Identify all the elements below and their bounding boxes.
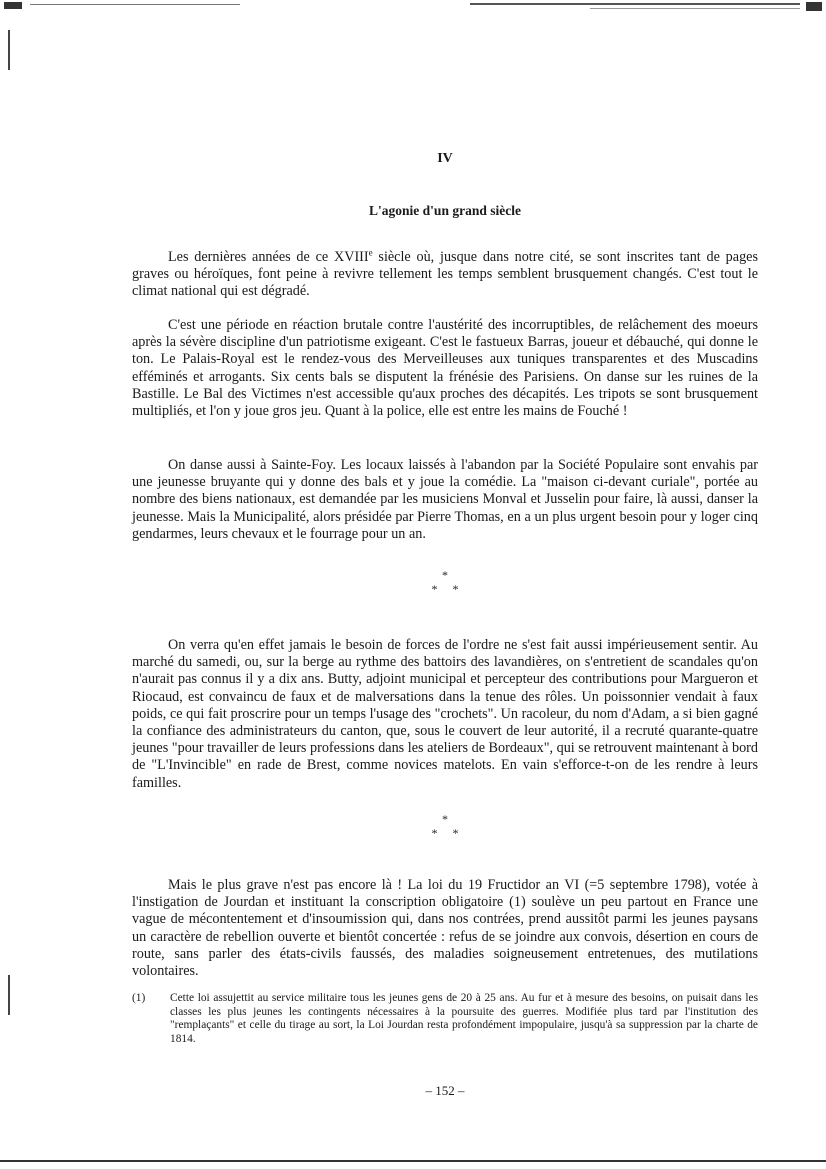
paragraph-2: C'est une période en réaction brutale contre l'austérité des incorruptibles, de relâchement des moeurs après la sévère discipline d'un patriotisme exigeant. C'est le fastueux Barras, joueur et débauché, qui donne le ton. Le Palais-Royal est le rendez-vous des Merveilleuses aux tuniques transparentes et des Muscadins efféminés et arrogants. Six cents bals se disputent la frénésie des Parisiens. On danse sur les ruines de la Bastille. Le Bal des Victimes n'est accessible qu'aux proches des décapités. Les tripots se sont brusquement multipliés, et l'on y joue gros jeu. Quant à la police, elle est entre les mains de Fouché !: [132, 317, 758, 420]
scan-edge-bottom: [0, 1160, 826, 1162]
section-separator-2: * * *: [431, 812, 459, 840]
scan-edge-left: [8, 30, 10, 70]
chapter-number: IV: [437, 151, 453, 166]
paragraph-1: Les dernières années de ce XVIIIe siècle où, jusque dans notre cité, se sont inscrites tant de pages graves ou héroïques, font peine à revivre tellement les temps semblent brusquement changés. C'est tout le climat national qui est dégradé.: [132, 247, 758, 300]
paragraph-3: On danse aussi à Sainte-Foy. Les locaux laissés à l'abandon par la Société Populaire sont envahis par une jeunesse bruyante qui y donne des bals et y joue la comédie. La "maison ci-devant curiale", portée au nombre des biens nationaux, est demandée par les musiciens Monval et Jusselin pour faire, là aussi, danser la jeunesse. Mais la Municipalité, alors présidée par Pierre Thomas, en a un plus urgent besoin pour y loger cinq gendarmes, leurs chevaux et le fourrage pour un an.: [132, 457, 758, 542]
paragraph-5: Mais le plus grave n'est pas encore là ! La loi du 19 Fructidor an VI (=5 septembre 1798), votée à l'instigation de Jourdan et instituant la conscription obligatoire (1) soulève un peu partout en France une vague de mécontentement et d'insoumission qui, dans nos contrées, prend aussitôt parmi les jeunes paysans un caractère de rebellion ouverte et bientôt concertée : refus de se joindre aux convois, désertion en cours de route, sans parler des états-civils faussés, des maladies soigneusement entretenues, des mutilations volontaires.: [132, 877, 758, 980]
scan-edge-left-lower: [8, 975, 10, 1015]
paragraph-4: On verra qu'en effet jamais le besoin de forces de l'ordre ne s'est fait aussi impérieusement sentir. Au marché du samedi, ou, sur la berge au rythme des battoirs des lavandières, on s'entretient de scandales qu'on n'aurait pas connus il y a dix ans. Butty, adjoint municipal et percepteur des contributions pour Margueron et Riocaud, est convaincu de faux et de malversations dans la tenue des rôles. Un poissonnier vendait à faux poids, ce qui fait proscrire pour un temps l'usage des "crochets". Un racoleur, du nom d'Adam, a si bien gagné la confiance des administrateurs du canton, que, sous le couvert de leur autorité, il a recruté quarante-quatre jeunes "pour travailler de leurs professions dans les ateliers de Bordeaux", qui se retrouvent maintenant à bord de "L'Invincible" en rade de Brest, comme novices matelots. En vain s'efforce-t-on de les rendre à leurs familles.: [132, 637, 758, 791]
page-number: – 152 –: [425, 1083, 465, 1098]
scan-edge-top: [0, 0, 826, 14]
chapter-title: L'agonie d'un grand siècle: [369, 203, 521, 218]
footnote-text: Cette loi assujettit au service militaire tous les jeunes gens de 20 à 25 ans. Au fur et à mesure des besoins, on puisait dans les classes les plus jeunes les contingents nécessaires à la poursuite des guerres. Modifiée plus tard par l'institution des "remplaçants" et celle du tirage au sort, la Loi Jourdan resta profondément impopulaire, jusqu'à sa suppression par la charte de 1814.: [170, 992, 758, 1045]
footnote: [132, 992, 758, 1046]
section-separator-1: * * *: [431, 568, 459, 596]
footnote-number: (1): [132, 992, 146, 1004]
